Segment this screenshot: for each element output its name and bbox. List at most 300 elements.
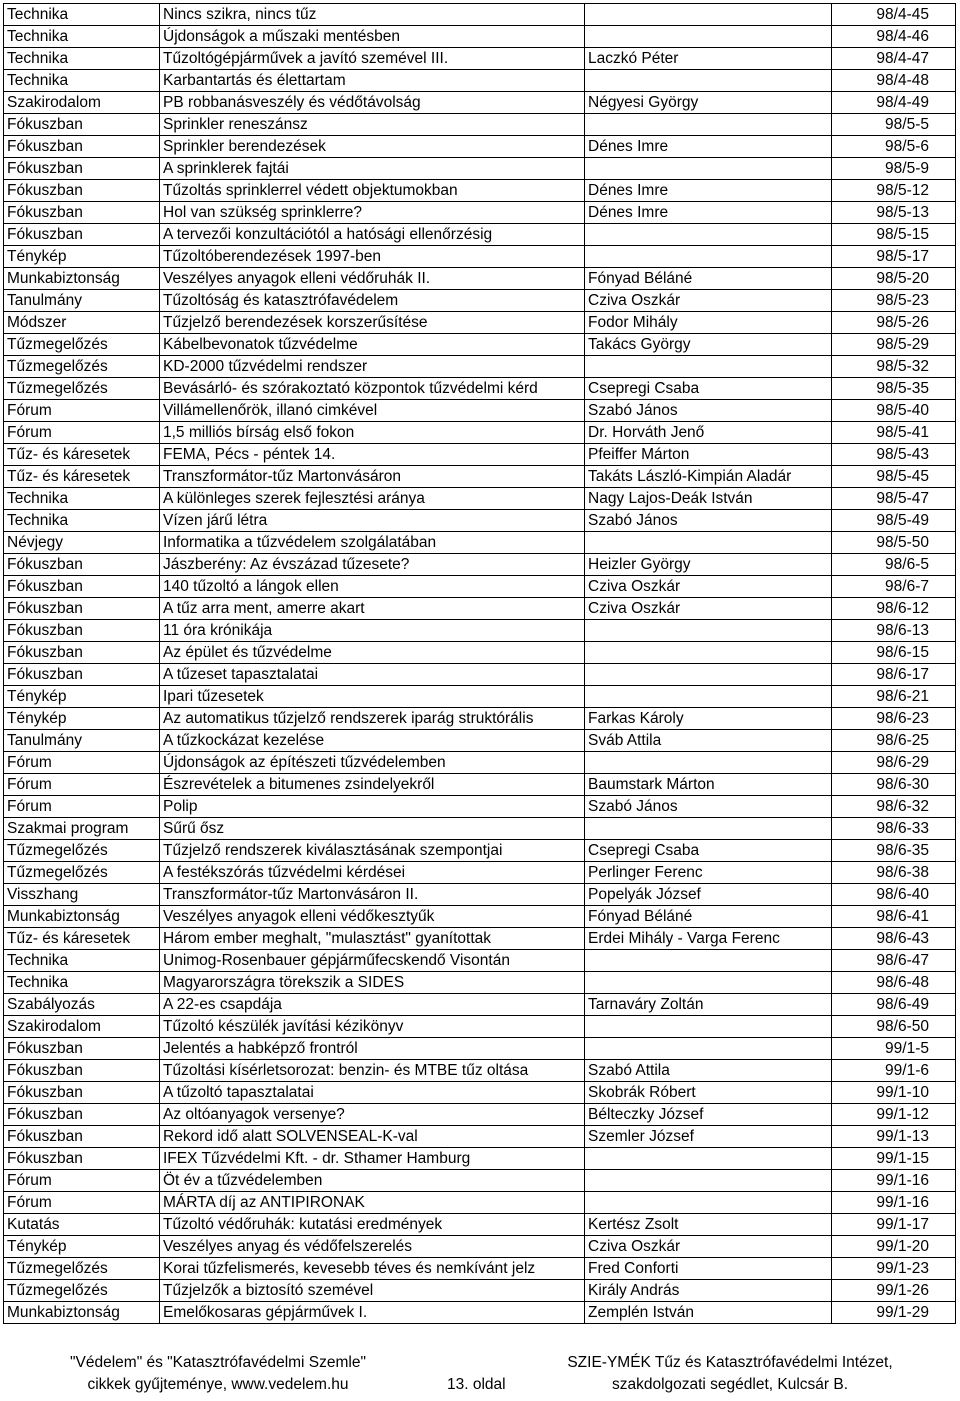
cell-title: Tűzjelző rendszerek kiválasztásának szempontjai <box>160 840 585 862</box>
cell-title: Ipari tűzesetek <box>160 686 585 708</box>
cell-ref: 98/6-17 <box>832 664 956 686</box>
table-row <box>4 114 956 136</box>
cell-author: Dénes Imre <box>585 202 832 224</box>
cell-category: Fókuszban <box>4 664 160 686</box>
cell-ref: 98/4-48 <box>832 70 956 92</box>
cell-title: Transzformátor-tűz Martonvásáron II. <box>160 884 585 906</box>
cell-title: Karbantartás és élettartam <box>160 70 585 92</box>
cell-title: PB robbanásveszély és védőtávolság <box>160 92 585 114</box>
cell-title: A tervezői konzultációtól a hatósági ellenőrzésig <box>160 224 585 246</box>
cell-title: Rekord idő alatt SOLVENSEAL-K-val <box>160 1126 585 1148</box>
table-row <box>4 1016 956 1038</box>
cell-ref: 99/1-16 <box>832 1192 956 1214</box>
cell-title: Tűzjelzők a biztosító szemével <box>160 1280 585 1302</box>
cell-ref: 98/5-32 <box>832 356 956 378</box>
cell-title: Nincs szikra, nincs tűz <box>160 4 585 26</box>
table-row <box>4 202 956 224</box>
cell-ref: 99/1-10 <box>832 1082 956 1104</box>
cell-category: Tűzmegelőzés <box>4 334 160 356</box>
cell-title: Az oltóanyagok versenye? <box>160 1104 585 1126</box>
cell-category: Fókuszban <box>4 180 160 202</box>
articles-table-body <box>4 4 956 1324</box>
cell-category: Munkabiztonság <box>4 1302 160 1324</box>
cell-ref: 98/6-41 <box>832 906 956 928</box>
cell-ref: 99/1-17 <box>832 1214 956 1236</box>
cell-ref: 98/5-13 <box>832 202 956 224</box>
cell-ref: 99/1-23 <box>832 1258 956 1280</box>
cell-ref: 98/4-49 <box>832 92 956 114</box>
cell-ref: 98/6-23 <box>832 708 956 730</box>
table-row <box>4 730 956 752</box>
footer-right-line1: SZIE-YMÉK Tűz és Katasztrófavédelmi Intézet, <box>567 1354 893 1371</box>
table-row <box>4 180 956 202</box>
cell-ref: 98/5-47 <box>832 488 956 510</box>
cell-author <box>585 114 832 136</box>
cell-title: Öt év a tűzvédelemben <box>160 1170 585 1192</box>
cell-ref: 98/6-32 <box>832 796 956 818</box>
table-row <box>4 92 956 114</box>
cell-category: Fórum <box>4 400 160 422</box>
table-row <box>4 972 956 994</box>
table-row <box>4 708 956 730</box>
cell-author: Bélteczky József <box>585 1104 832 1126</box>
footer-right-line2: szakdolgozati segédlet, Kulcsár B. <box>611 1376 849 1393</box>
cell-author <box>585 818 832 840</box>
cell-title: A tűzkockázat kezelése <box>160 730 585 752</box>
cell-category: Visszhang <box>4 884 160 906</box>
table-row <box>4 1280 956 1302</box>
cell-title: Három ember meghalt, "mulasztást" gyanítottak <box>160 928 585 950</box>
cell-category: Tűzmegelőzés <box>4 1258 160 1280</box>
cell-category: Technika <box>4 488 160 510</box>
cell-title: Az épület és tűzvédelme <box>160 642 585 664</box>
cell-category: Fókuszban <box>4 1126 160 1148</box>
cell-category: Munkabiztonság <box>4 906 160 928</box>
cell-title: Vízen járű létra <box>160 510 585 532</box>
table-row <box>4 840 956 862</box>
cell-ref: 98/6-30 <box>832 774 956 796</box>
cell-category: Módszer <box>4 312 160 334</box>
cell-ref: 99/1-13 <box>832 1126 956 1148</box>
cell-ref: 98/4-46 <box>832 26 956 48</box>
table-row <box>4 1082 956 1104</box>
cell-title: Polip <box>160 796 585 818</box>
cell-author: Takács György <box>585 334 832 356</box>
cell-category: Ténykép <box>4 1236 160 1258</box>
cell-category: Tanulmány <box>4 290 160 312</box>
cell-author <box>585 1148 832 1170</box>
cell-ref: 98/5-9 <box>832 158 956 180</box>
cell-category: Technika <box>4 972 160 994</box>
cell-category: Kutatás <box>4 1214 160 1236</box>
cell-title: A tűzeset tapasztalatai <box>160 664 585 686</box>
table-row <box>4 1192 956 1214</box>
table-row <box>4 312 956 334</box>
cell-title: Transzformátor-tűz Martonvásáron <box>160 466 585 488</box>
footer-right <box>540 1352 920 1396</box>
cell-title: KD-2000 tűzvédelmi rendszer <box>160 356 585 378</box>
table-row <box>4 356 956 378</box>
table-row <box>4 290 956 312</box>
cell-title: Informatika a tűzvédelem szolgálatában <box>160 532 585 554</box>
cell-category: Tűz- és káresetek <box>4 466 160 488</box>
cell-category: Fókuszban <box>4 1148 160 1170</box>
cell-title: Tűzoltóság és katasztrófavédelem <box>160 290 585 312</box>
cell-author <box>585 26 832 48</box>
page-number: 13. oldal <box>447 1376 506 1393</box>
cell-title: Újdonságok az építészeti tűzvédelemben <box>160 752 585 774</box>
cell-category: Ténykép <box>4 708 160 730</box>
table-row <box>4 48 956 70</box>
cell-ref: 98/6-40 <box>832 884 956 906</box>
cell-ref: 99/1-29 <box>832 1302 956 1324</box>
cell-category: Munkabiztonság <box>4 268 160 290</box>
cell-author: Király András <box>585 1280 832 1302</box>
cell-category: Fókuszban <box>4 554 160 576</box>
cell-author: Dénes Imre <box>585 136 832 158</box>
cell-author: Szabó János <box>585 400 832 422</box>
cell-title: Hol van szükség sprinklerre? <box>160 202 585 224</box>
table-row <box>4 664 956 686</box>
cell-author: Heizler György <box>585 554 832 576</box>
table-row <box>4 378 956 400</box>
table-row <box>4 752 956 774</box>
cell-title: A 22-es csapdája <box>160 994 585 1016</box>
cell-ref: 98/5-40 <box>832 400 956 422</box>
cell-category: Fórum <box>4 774 160 796</box>
cell-title: Tűzoltó védőruhák: kutatási eredmények <box>160 1214 585 1236</box>
cell-title: 140 tűzoltó a lángok ellen <box>160 576 585 598</box>
cell-ref: 98/5-50 <box>832 532 956 554</box>
table-row <box>4 642 956 664</box>
cell-author <box>585 642 832 664</box>
cell-author: Nagy Lajos-Deák István <box>585 488 832 510</box>
cell-category: Szakmai program <box>4 818 160 840</box>
cell-author: Cziva Oszkár <box>585 1236 832 1258</box>
cell-author <box>585 950 832 972</box>
table-row <box>4 884 956 906</box>
articles-table <box>3 3 956 1324</box>
cell-ref: 98/6-21 <box>832 686 956 708</box>
cell-author: Csepregi Csaba <box>585 378 832 400</box>
cell-ref: 98/5-23 <box>832 290 956 312</box>
cell-author: Zemplén István <box>585 1302 832 1324</box>
cell-category: Fókuszban <box>4 620 160 642</box>
table-row <box>4 1170 956 1192</box>
table-row <box>4 4 956 26</box>
table-row <box>4 598 956 620</box>
cell-author: Fónyad Béláné <box>585 268 832 290</box>
cell-title: IFEX Tűzvédelmi Kft. - dr. Sthamer Hamburg <box>160 1148 585 1170</box>
cell-ref: 98/5-5 <box>832 114 956 136</box>
table-row <box>4 488 956 510</box>
cell-ref: 99/1-20 <box>832 1236 956 1258</box>
table-row <box>4 774 956 796</box>
cell-author <box>585 686 832 708</box>
cell-title: Villámellenőrök, illanó cimkével <box>160 400 585 422</box>
table-row <box>4 576 956 598</box>
cell-category: Fókuszban <box>4 1038 160 1060</box>
cell-ref: 98/5-43 <box>832 444 956 466</box>
cell-category: Fókuszban <box>4 642 160 664</box>
cell-ref: 99/1-15 <box>832 1148 956 1170</box>
cell-ref: 98/6-33 <box>832 818 956 840</box>
cell-ref: 99/1-5 <box>832 1038 956 1060</box>
cell-category: Fókuszban <box>4 224 160 246</box>
cell-title: Jelentés a habképző frontról <box>160 1038 585 1060</box>
table-row <box>4 400 956 422</box>
cell-author: Szabó János <box>585 796 832 818</box>
cell-ref: 98/6-35 <box>832 840 956 862</box>
cell-author <box>585 752 832 774</box>
cell-author <box>585 1192 832 1214</box>
table-row <box>4 136 956 158</box>
cell-author: Laczkó Péter <box>585 48 832 70</box>
table-row <box>4 532 956 554</box>
cell-title: A sprinklerek fajtái <box>160 158 585 180</box>
cell-category: Fórum <box>4 796 160 818</box>
cell-author: Cziva Oszkár <box>585 290 832 312</box>
cell-title: Tűzoltás sprinklerrel védett objektumokban <box>160 180 585 202</box>
cell-title: A festékszórás tűzvédelmi kérdései <box>160 862 585 884</box>
cell-ref: 98/6-15 <box>832 642 956 664</box>
cell-category: Technika <box>4 950 160 972</box>
cell-author <box>585 356 832 378</box>
table-row <box>4 224 956 246</box>
cell-ref: 98/6-29 <box>832 752 956 774</box>
cell-title: Korai tűzfelismerés, kevesebb téves és nemkívánt jelz <box>160 1258 585 1280</box>
cell-category: Szakirodalom <box>4 1016 160 1038</box>
cell-ref: 98/6-48 <box>832 972 956 994</box>
cell-author <box>585 158 832 180</box>
cell-author: Csepregi Csaba <box>585 840 832 862</box>
page-footer <box>0 1352 960 1400</box>
table-row <box>4 554 956 576</box>
cell-title: A különleges szerek fejlesztési aránya <box>160 488 585 510</box>
table-row <box>4 620 956 642</box>
table-row <box>4 444 956 466</box>
cell-ref: 98/5-6 <box>832 136 956 158</box>
table-row <box>4 422 956 444</box>
cell-ref: 98/5-35 <box>832 378 956 400</box>
cell-category: Tűz- és káresetek <box>4 444 160 466</box>
cell-ref: 98/4-47 <box>832 48 956 70</box>
cell-category: Fókuszban <box>4 576 160 598</box>
cell-author: Dr. Horváth Jenő <box>585 422 832 444</box>
table-row <box>4 1038 956 1060</box>
cell-author: Szabó Attila <box>585 1060 832 1082</box>
cell-ref: 98/5-26 <box>832 312 956 334</box>
cell-ref: 98/5-29 <box>832 334 956 356</box>
cell-title: 1,5 milliós bírság első fokon <box>160 422 585 444</box>
cell-category: Technika <box>4 510 160 532</box>
cell-author: Popelyák József <box>585 884 832 906</box>
cell-title: Tűzoltóberendezések 1997-ben <box>160 246 585 268</box>
cell-title: Sprinkler berendezések <box>160 136 585 158</box>
cell-author <box>585 1038 832 1060</box>
table-row <box>4 1302 956 1324</box>
cell-author: Baumstark Márton <box>585 774 832 796</box>
cell-author: Szabó János <box>585 510 832 532</box>
cell-category: Tűzmegelőzés <box>4 840 160 862</box>
cell-author: Pfeiffer Márton <box>585 444 832 466</box>
cell-category: Szabályozás <box>4 994 160 1016</box>
cell-author: Fodor Mihály <box>585 312 832 334</box>
cell-ref: 98/5-45 <box>832 466 956 488</box>
cell-category: Fókuszban <box>4 158 160 180</box>
cell-title: Az automatikus tűzjelző rendszerek iparág struktórális <box>160 708 585 730</box>
cell-category: Fókuszban <box>4 598 160 620</box>
cell-category: Fókuszban <box>4 1104 160 1126</box>
cell-author <box>585 664 832 686</box>
cell-title: Tűzjelző berendezések korszerűsítése <box>160 312 585 334</box>
cell-author <box>585 224 832 246</box>
table-row <box>4 1060 956 1082</box>
cell-ref: 99/1-26 <box>832 1280 956 1302</box>
cell-title: Magyarországra törekszik a SIDES <box>160 972 585 994</box>
cell-author: Cziva Oszkár <box>585 598 832 620</box>
cell-title: Sűrű ősz <box>160 818 585 840</box>
table-row <box>4 334 956 356</box>
cell-category: Fókuszban <box>4 1060 160 1082</box>
table-row <box>4 862 956 884</box>
cell-category: Ténykép <box>4 246 160 268</box>
cell-ref: 98/6-38 <box>832 862 956 884</box>
cell-title: Veszélyes anyagok elleni védőruhák II. <box>160 268 585 290</box>
cell-category: Fókuszban <box>4 114 160 136</box>
cell-ref: 98/5-12 <box>832 180 956 202</box>
cell-title: Tűzoltógépjárművek a javító szemével III. <box>160 48 585 70</box>
cell-author: Dénes Imre <box>585 180 832 202</box>
cell-ref: 98/6-43 <box>832 928 956 950</box>
cell-author <box>585 1016 832 1038</box>
cell-category: Fókuszban <box>4 1082 160 1104</box>
cell-ref: 98/6-7 <box>832 576 956 598</box>
cell-title: Bevásárló- és szórakoztató központok tűzvédelmi kérd <box>160 378 585 400</box>
cell-title: MÁRTA díj az ANTIPIRONAK <box>160 1192 585 1214</box>
table-row <box>4 950 956 972</box>
cell-title: Veszélyes anyagok elleni védőkesztyűk <box>160 906 585 928</box>
cell-title: A tűz arra ment, amerre akart <box>160 598 585 620</box>
cell-ref: 98/6-12 <box>832 598 956 620</box>
cell-author <box>585 4 832 26</box>
cell-title: Veszélyes anyag és védőfelszerelés <box>160 1236 585 1258</box>
footer-left <box>48 1352 388 1396</box>
cell-title: 11 óra krónikája <box>160 620 585 642</box>
cell-title: Unimog-Rosenbauer gépjárműfecskendő Visontán <box>160 950 585 972</box>
table-row <box>4 1214 956 1236</box>
cell-category: Szakirodalom <box>4 92 160 114</box>
table-row <box>4 1258 956 1280</box>
cell-category: Tűzmegelőzés <box>4 862 160 884</box>
cell-ref: 98/5-15 <box>832 224 956 246</box>
table-row <box>4 1148 956 1170</box>
cell-author <box>585 532 832 554</box>
cell-author: Sváb Attila <box>585 730 832 752</box>
cell-title: Tűzoltó készülék javítási kézikönyv <box>160 1016 585 1038</box>
cell-ref: 98/6-47 <box>832 950 956 972</box>
cell-ref: 98/6-50 <box>832 1016 956 1038</box>
cell-ref: 98/5-49 <box>832 510 956 532</box>
cell-category: Tűz- és káresetek <box>4 928 160 950</box>
cell-category: Tűzmegelőzés <box>4 1280 160 1302</box>
table-row <box>4 510 956 532</box>
cell-author: Kertész Zsolt <box>585 1214 832 1236</box>
cell-title: FEMA, Pécs - péntek 14. <box>160 444 585 466</box>
footer-left-line2: cikkek gyűjteménye, www.vedelem.hu <box>87 1376 349 1393</box>
cell-author <box>585 972 832 994</box>
table-row <box>4 928 956 950</box>
table-row <box>4 796 956 818</box>
table-row <box>4 1236 956 1258</box>
table-row <box>4 994 956 1016</box>
cell-author: Fónyad Béláné <box>585 906 832 928</box>
cell-ref: 98/4-45 <box>832 4 956 26</box>
cell-ref: 98/5-17 <box>832 246 956 268</box>
cell-author: Erdei Mihály - Varga Ferenc <box>585 928 832 950</box>
cell-title: Észrevételek a bitumenes zsindelyekről <box>160 774 585 796</box>
cell-ref: 99/1-6 <box>832 1060 956 1082</box>
cell-ref: 98/5-41 <box>832 422 956 444</box>
cell-author: Farkas Károly <box>585 708 832 730</box>
cell-author: Takáts László-Kimpián Aladár <box>585 466 832 488</box>
cell-category: Tűzmegelőzés <box>4 356 160 378</box>
table-row <box>4 1126 956 1148</box>
cell-ref: 98/6-49 <box>832 994 956 1016</box>
cell-title: A tűzoltó tapasztalatai <box>160 1082 585 1104</box>
cell-category: Névjegy <box>4 532 160 554</box>
cell-author: Fred Conforti <box>585 1258 832 1280</box>
cell-ref: 98/6-25 <box>832 730 956 752</box>
table-row <box>4 906 956 928</box>
cell-category: Fórum <box>4 1192 160 1214</box>
table-row <box>4 466 956 488</box>
cell-ref: 99/1-12 <box>832 1104 956 1126</box>
table-row <box>4 268 956 290</box>
cell-author: Tarnaváry Zoltán <box>585 994 832 1016</box>
cell-category: Fórum <box>4 422 160 444</box>
cell-category: Fórum <box>4 1170 160 1192</box>
table-row <box>4 818 956 840</box>
table-row <box>4 70 956 92</box>
cell-ref: 98/6-13 <box>832 620 956 642</box>
table-row <box>4 1104 956 1126</box>
cell-author: Négyesi György <box>585 92 832 114</box>
cell-ref: 98/6-5 <box>832 554 956 576</box>
cell-category: Fórum <box>4 752 160 774</box>
cell-ref: 98/5-20 <box>832 268 956 290</box>
cell-title: Újdonságok a műszaki mentésben <box>160 26 585 48</box>
cell-category: Technika <box>4 4 160 26</box>
cell-title: Kábelbevonatok tűzvédelme <box>160 334 585 356</box>
cell-category: Tanulmány <box>4 730 160 752</box>
cell-category: Fókuszban <box>4 136 160 158</box>
cell-author <box>585 1170 832 1192</box>
cell-category: Ténykép <box>4 686 160 708</box>
table-row <box>4 158 956 180</box>
cell-title: Sprinkler reneszánsz <box>160 114 585 136</box>
cell-title: Jászberény: Az évszázad tűzesete? <box>160 554 585 576</box>
cell-category: Fókuszban <box>4 202 160 224</box>
cell-author: Perlinger Ferenc <box>585 862 832 884</box>
cell-author <box>585 620 832 642</box>
cell-category: Tűzmegelőzés <box>4 378 160 400</box>
cell-category: Technika <box>4 26 160 48</box>
cell-author: Skobrák Róbert <box>585 1082 832 1104</box>
cell-author: Cziva Oszkár <box>585 576 832 598</box>
cell-title: Emelőkosaras gépjárművek I. <box>160 1302 585 1324</box>
cell-title: Tűzoltási kísérletsorozat: benzin- és MTBE tűz oltása <box>160 1060 585 1082</box>
